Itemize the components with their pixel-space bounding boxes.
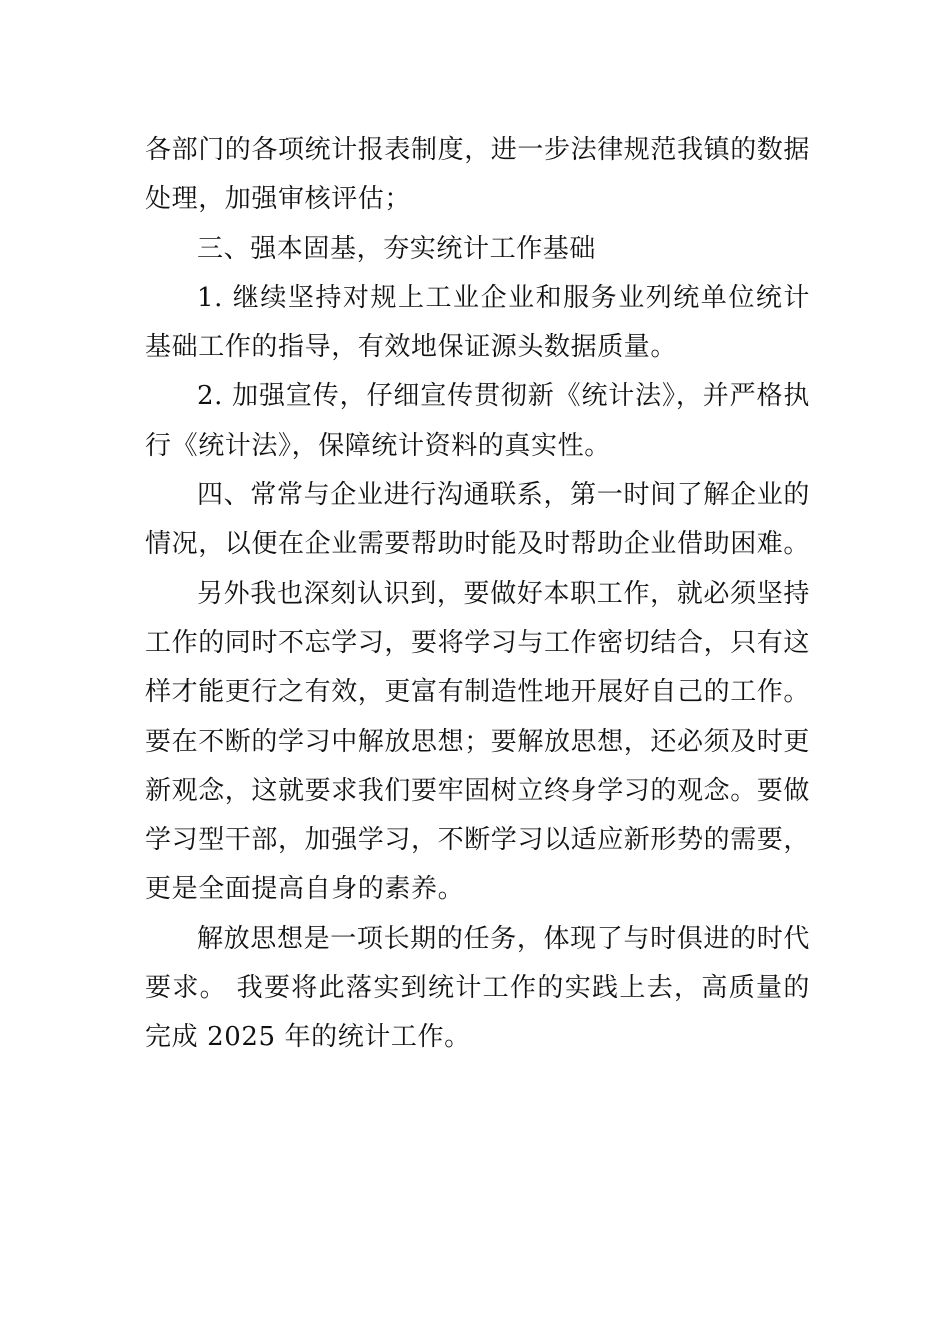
section-heading-three: 三、强本固基，夯实统计工作基础 bbox=[197, 233, 597, 264]
section-heading-four: 四、常常与企业进行沟通联系，第一时间了解企业的情况，以便在企业需要帮助时能及时帮助企业借助困难。 bbox=[145, 480, 811, 560]
document-body bbox=[145, 126, 810, 1063]
list-item-1: 1. 继续坚持对规上工业企业和服务业列统单位统计基础工作的指导，有效地保证源头数据质量。 bbox=[145, 282, 810, 363]
paragraph-conclusion: 解放思想是一项长期的任务，体现了与时俱进的时代要求。 我要将此落实到统计工作的实践上去，高质量的完成 2025 年的统计工作。 bbox=[145, 923, 810, 1053]
paragraph-continuation: 各部门的各项统计报表制度，进一步法律规范我镇的数据处理，加强审核评估； bbox=[145, 135, 811, 215]
paragraph-learning: 另外我也深刻认识到，要做好本职工作，就必须坚持工作的同时不忘学习，要将学习与工作密切结合，只有这样才能更行之有效，更富有制造性地开展好自己的工作。要在不断的学习中解放思想；要解放思想，还必须及时更新观念，这就要求我们要牢固树立终身学习的观念。要做学习型干部，加强学习，不断学习以适应新形势的需要，更是全面提高自身的素养。 bbox=[145, 578, 811, 905]
list-item-2: 2. 加强宣传，仔细宣传贯彻新《统计法》，并严格执行《统计法》，保障统计资料的真实性。 bbox=[145, 381, 810, 461]
